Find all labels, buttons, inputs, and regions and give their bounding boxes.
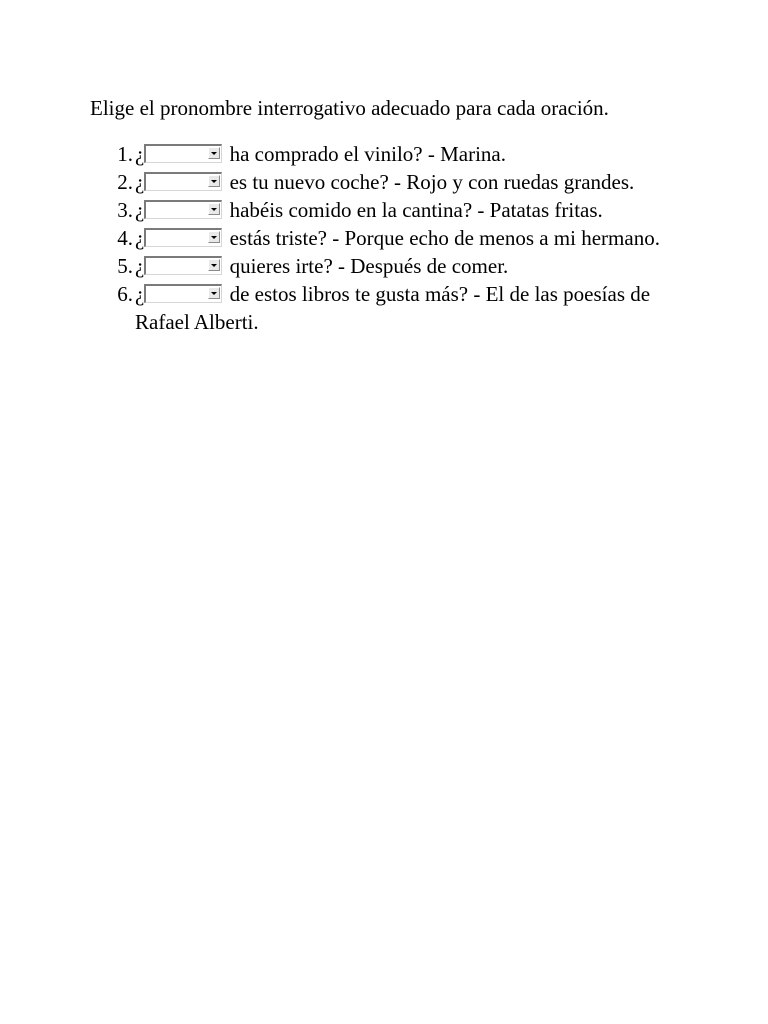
sentence-text: estás triste? - Porque echo de menos a mi hermano. <box>229 226 660 250</box>
list-item <box>117 224 695 252</box>
pronoun-select[interactable] <box>144 172 222 191</box>
instructions-text: Elige el pronombre interrogativo adecuado para cada oración. <box>90 96 609 120</box>
chevron-down-icon[interactable] <box>208 287 220 299</box>
question-mark-prefix: ¿ <box>135 226 145 250</box>
pronoun-select-value <box>148 286 203 302</box>
sentence-text: habéis comido en la cantina? - Patatas fritas. <box>229 198 603 222</box>
chevron-down-icon[interactable] <box>208 231 220 243</box>
item-number: 5. <box>117 254 133 278</box>
chevron-down-icon[interactable] <box>208 175 220 187</box>
pronoun-select[interactable] <box>144 200 222 219</box>
question-mark-prefix: ¿ <box>135 254 145 278</box>
list-item <box>117 168 695 196</box>
item-number: 1. <box>117 142 133 166</box>
pronoun-select-value <box>148 146 203 162</box>
sentence-text: quieres irte? - Después de comer. <box>229 254 509 278</box>
sentence-text: es tu nuevo coche? - Rojo y con ruedas grandes. <box>229 170 635 194</box>
sentence-text: de estos libros te gusta más? - El de las poesías de Rafael Alberti. <box>135 282 651 334</box>
item-number: 4. <box>117 226 133 250</box>
pronoun-select-value <box>148 174 203 190</box>
list-item <box>117 140 695 168</box>
pronoun-select-value <box>148 202 203 218</box>
item-number: 3. <box>117 198 133 222</box>
question-mark-prefix: ¿ <box>135 142 145 166</box>
pronoun-select-value <box>148 258 203 274</box>
sentence-text: ha comprado el vinilo? - Marina. <box>229 142 506 166</box>
pronoun-select[interactable] <box>144 228 222 247</box>
question-mark-prefix: ¿ <box>135 282 145 306</box>
question-mark-prefix: ¿ <box>135 170 145 194</box>
question-mark-prefix: ¿ <box>135 198 145 222</box>
list-item <box>117 280 695 336</box>
pronoun-select[interactable] <box>144 284 222 303</box>
pronoun-select[interactable] <box>144 256 222 275</box>
chevron-down-icon[interactable] <box>208 147 220 159</box>
pronoun-select[interactable] <box>144 144 222 163</box>
item-number: 6. <box>117 282 133 306</box>
item-number: 2. <box>117 170 133 194</box>
chevron-down-icon[interactable] <box>208 259 220 271</box>
chevron-down-icon[interactable] <box>208 203 220 215</box>
exercise-list <box>117 140 695 336</box>
pronoun-select-value <box>148 230 203 246</box>
list-item <box>117 196 695 224</box>
list-item <box>117 252 695 280</box>
